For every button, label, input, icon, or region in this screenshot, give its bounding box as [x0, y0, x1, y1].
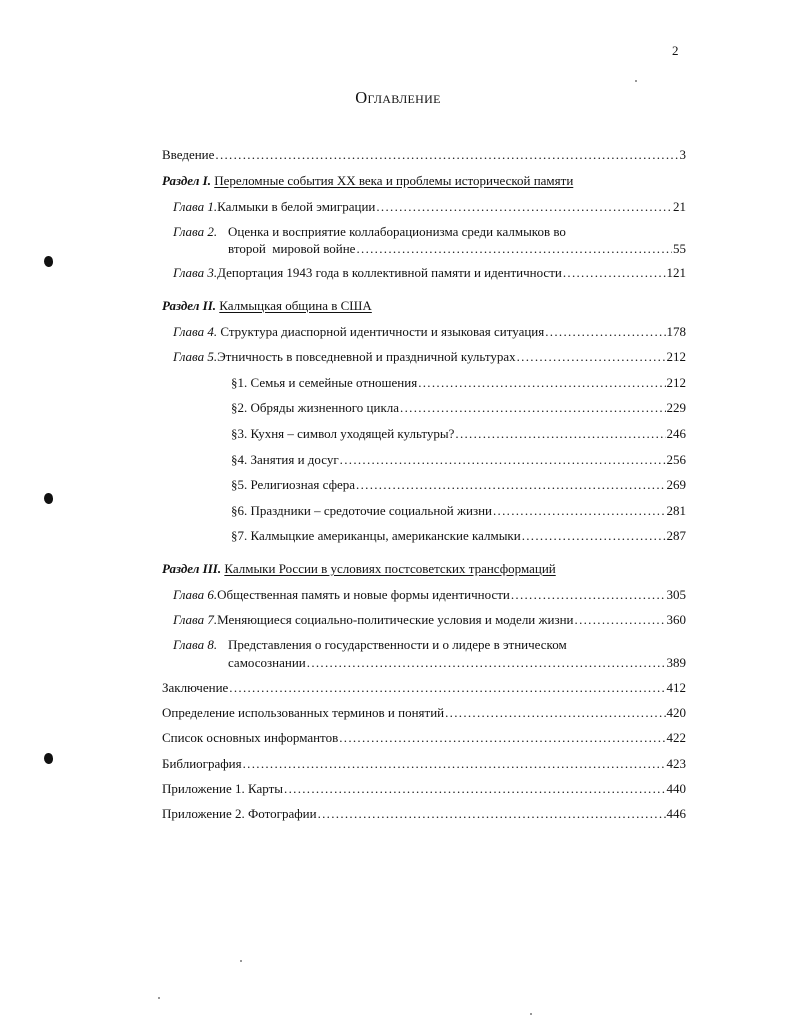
entry-page: 212 [666, 349, 686, 364]
punch-hole-mark [44, 493, 53, 504]
dot-leader [229, 680, 665, 696]
entry-title: Калмыки в белой эмиграции [217, 199, 376, 214]
dot-leader [318, 806, 666, 822]
dot-leader [340, 452, 666, 468]
toc-entry-chapter-7[interactable] [173, 612, 686, 628]
entry-page: 423 [666, 756, 686, 771]
entry-title-line2: второй мировой войне [228, 241, 356, 256]
toc-entry-chapter-2-cont[interactable] [228, 241, 686, 257]
chapter-label: Глава 4. [173, 324, 218, 339]
entry-title: §7. Калмыцкие американцы, американские калмыки [231, 528, 521, 543]
section-heading-1[interactable] [162, 173, 573, 189]
entry-page: 389 [666, 655, 686, 670]
dot-leader [339, 730, 665, 746]
entry-page: 121 [666, 265, 686, 280]
entry-title-line1: Оценка и восприятие коллаборационизма среди калмыков во [228, 224, 566, 239]
section-label: Раздел II. [162, 298, 217, 313]
toc-entry-chapter-5[interactable] [173, 349, 686, 365]
entry-page: 269 [666, 477, 686, 492]
entry-title: §2. Обряды жизненного цикла [231, 400, 400, 415]
dot-leader [284, 781, 665, 797]
chapter-label: Глава 1. [173, 199, 218, 214]
entry-page: 3 [679, 147, 686, 162]
scan-speck [240, 960, 242, 962]
entry-title: Депортация 1943 года в коллективной памяти и идентичности [217, 265, 562, 280]
chapter-label: Глава 7. [173, 612, 218, 627]
dot-leader [356, 477, 665, 493]
punch-hole-mark [44, 256, 53, 267]
section-label: Раздел I. [162, 173, 211, 188]
entry-title: Определение использованных терминов и понятий [162, 705, 445, 720]
entry-page: 446 [666, 806, 686, 821]
entry-page: 229 [666, 400, 686, 415]
toc-entry-bibliography[interactable] [162, 756, 686, 772]
chapter-label: Глава 2. [173, 224, 218, 239]
dot-leader [400, 400, 665, 416]
entry-title: §5. Религиозная сфера [231, 477, 356, 492]
toc-title: Оглавление [355, 88, 441, 107]
section-heading-2[interactable] [162, 298, 372, 314]
toc-entry-terms[interactable] [162, 705, 686, 721]
entry-page: 55 [673, 241, 686, 256]
entry-title: Введение [162, 147, 215, 162]
entry-page: 412 [666, 680, 686, 695]
toc-entry-intro[interactable] [162, 147, 686, 163]
scan-speck [158, 997, 160, 999]
toc-entry-paragraph-4[interactable] [231, 452, 686, 468]
toc-entry-paragraph-7[interactable] [231, 528, 686, 544]
toc-entry-paragraph-5[interactable] [231, 477, 686, 493]
entry-title: Библиография [162, 756, 242, 771]
dot-leader [575, 612, 666, 628]
scan-speck [635, 80, 637, 82]
toc-entry-chapter-6[interactable] [173, 587, 686, 603]
section-title: Калмыцкая община в США [219, 298, 372, 313]
entry-page: 305 [666, 587, 686, 602]
toc-entry-chapter-3[interactable] [173, 265, 686, 281]
section-heading-3[interactable] [162, 561, 556, 577]
toc-entry-paragraph-2[interactable] [231, 400, 686, 416]
entry-page: 256 [666, 452, 686, 467]
scan-speck [530, 1013, 532, 1015]
dot-leader [522, 528, 666, 544]
entry-title: §3. Кухня – символ уходящей культуры? [231, 426, 455, 441]
chapter-label: Глава 6. [173, 587, 218, 602]
chapter-label: Глава 8. [173, 637, 218, 652]
entry-title: Общественная память и новые формы идентичности [217, 587, 510, 602]
section-title: Калмыки России в условиях постсоветских трансформаций [224, 561, 556, 576]
toc-entry-paragraph-1[interactable] [231, 375, 686, 391]
entry-page: 246 [666, 426, 686, 441]
toc-entry-informants[interactable] [162, 730, 686, 746]
entry-title: Приложение 1. Карты [162, 781, 284, 796]
section-title: Переломные события XX века и проблемы исторической памяти [214, 173, 574, 188]
entry-title: Приложение 2. Фотографии [162, 806, 317, 821]
dot-leader [243, 756, 666, 772]
dot-leader [511, 587, 666, 603]
toc-entry-chapter-4[interactable] [173, 324, 686, 340]
entry-page: 422 [666, 730, 686, 745]
entry-title-line1: Представления о государственности и о лидере в этническом [228, 637, 567, 652]
chapter-label: Глава 3. [173, 265, 218, 280]
dot-leader [376, 199, 672, 215]
page-number: 2 [672, 43, 679, 58]
dot-leader [215, 147, 678, 163]
entry-page: 212 [666, 375, 686, 390]
dot-leader [563, 265, 666, 281]
entry-title: §1. Семья и семейные отношения [231, 375, 418, 390]
entry-page: 360 [666, 612, 686, 627]
entry-page: 21 [673, 199, 686, 214]
section-label: Раздел III. [162, 561, 222, 576]
toc-entry-appendix-1[interactable] [162, 781, 686, 797]
toc-entry-chapter-8-cont[interactable] [228, 655, 686, 671]
dot-leader [517, 349, 666, 365]
entry-page: 178 [666, 324, 686, 339]
entry-title: Этничность в повседневной и праздничной культурах [217, 349, 516, 364]
toc-entry-appendix-2[interactable] [162, 806, 686, 822]
toc-entry-chapter-8[interactable] [173, 637, 686, 653]
dot-leader [356, 241, 672, 257]
punch-hole-mark [44, 753, 53, 764]
dot-leader [307, 655, 666, 671]
entry-page: 420 [666, 705, 686, 720]
toc-entry-paragraph-3[interactable] [231, 426, 686, 442]
dot-leader [445, 705, 665, 721]
dot-leader [493, 503, 666, 519]
toc-entry-chapter-2[interactable] [173, 224, 686, 240]
entry-title-line2: самосознании [228, 655, 306, 670]
entry-title: Заключение [162, 680, 229, 695]
toc-entry-conclusion[interactable] [162, 680, 686, 696]
dot-leader [455, 426, 665, 442]
toc-entry-paragraph-6[interactable] [231, 503, 686, 519]
dot-leader [418, 375, 665, 391]
entry-title: §6. Праздники – средоточие социальной жизни [231, 503, 492, 518]
entry-page: 287 [666, 528, 686, 543]
entry-title: Меняющиеся социально-политические условия и модели жизни [217, 612, 574, 627]
entry-title: Список основных информантов [162, 730, 339, 745]
entry-title: §4. Занятия и досуг [231, 452, 339, 467]
entry-title: Структура диаспорной идентичности и языковая ситуация [217, 324, 545, 339]
entry-page: 440 [666, 781, 686, 796]
chapter-label: Глава 5. [173, 349, 218, 364]
toc-entry-chapter-1[interactable] [173, 199, 686, 215]
entry-page: 281 [666, 503, 686, 518]
dot-leader [545, 324, 665, 340]
